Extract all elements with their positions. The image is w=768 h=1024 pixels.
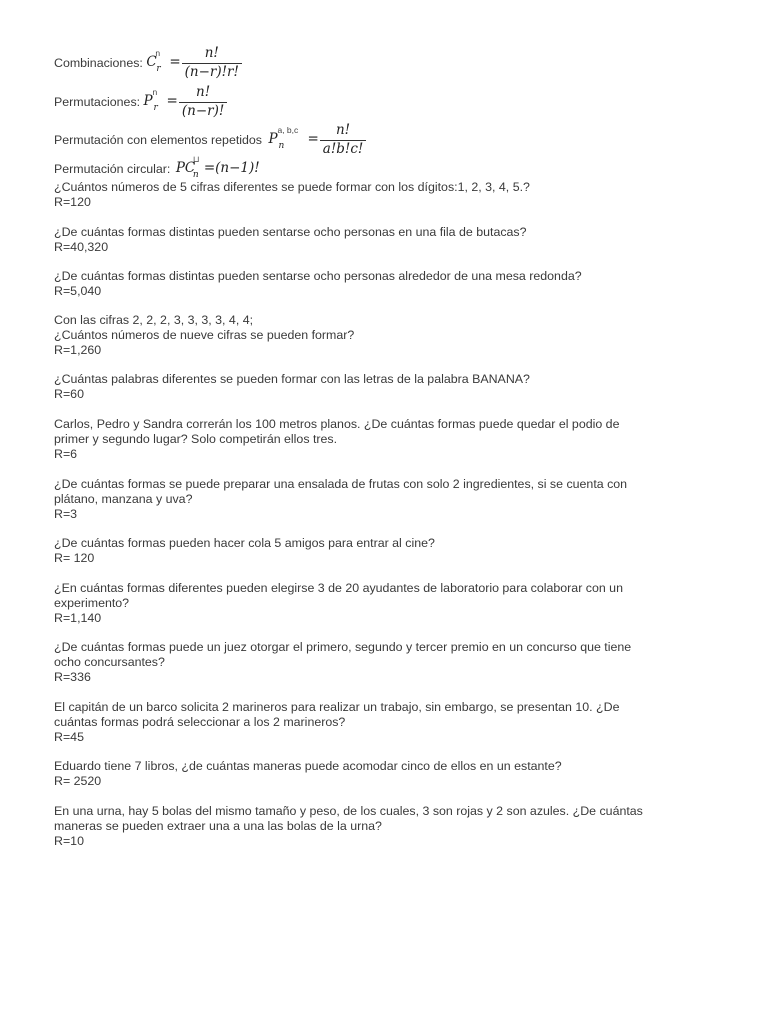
formula-eq: = xyxy=(169,54,181,71)
problem-question-line: ¿De cuántas formas puede un juez otorgar el primero, segundo y tercer premio en un concurso que tiene xyxy=(54,640,632,654)
problem-question-line: Carlos, Pedro y Sandra correrán los 100 metros planos. ¿De cuántas formas puede quedar el podio de xyxy=(54,417,620,431)
problem-block xyxy=(54,372,654,402)
problem-question-line: En una urna, hay 5 bolas del mismo tamaño y peso, de los cuales, 3 son rojas y 2 son azules. ¿De cuántas xyxy=(54,804,643,818)
problem-answer: R=5,040 xyxy=(54,284,102,298)
formula-sub: r xyxy=(156,64,161,74)
formula-eq: = xyxy=(307,131,319,148)
problem-block xyxy=(54,804,654,849)
problem-question-line: ¿De cuántas formas distintas pueden sentarse ocho personas alrededor de una mesa redonda? xyxy=(54,269,582,283)
problem-question-line: Eduardo tiene 7 libros, ¿de cuántas maneras puede acomodar cinco de ellos en un estante? xyxy=(54,759,562,773)
problem-answer: R=1,140 xyxy=(54,611,102,625)
problem-answer: R=1,260 xyxy=(54,343,102,357)
problem-question-line: Con las cifras 2, 2, 2, 3, 3, 3, 3, 4, 4; xyxy=(54,313,254,327)
problem-answer: R=45 xyxy=(54,730,84,744)
problem-answer: R=120 xyxy=(54,195,91,209)
formula-rest: =(n−1)! xyxy=(203,160,260,177)
problem-answer: R=6 xyxy=(54,447,78,461)
problem-block xyxy=(54,225,654,255)
problem-question-line: cuántas formas podrá seleccionar a los 2 marineros? xyxy=(54,715,346,729)
formula-denominator: (n−r)! xyxy=(179,102,227,119)
problem-answer: R=10 xyxy=(54,834,84,848)
problem-block xyxy=(54,269,654,299)
formula-sup: a, b,c xyxy=(277,125,299,135)
formula-denominator: a!b!c! xyxy=(320,140,367,157)
problem-question-line: ¿Cuántos números de nueve cifras se pueden formar? xyxy=(54,328,355,342)
problem-answer: R=3 xyxy=(54,507,78,521)
problem-question-line: maneras se pueden extraer una a una las bolas de la urna? xyxy=(54,819,382,833)
formula-sup: n xyxy=(152,87,158,97)
formula-permutacion-circular xyxy=(54,154,260,180)
formula-sup: n xyxy=(155,48,161,58)
formula-denominator: (n−r)!r! xyxy=(182,63,242,80)
problem-question-line: experimento? xyxy=(54,596,130,610)
formula-label: Permutaciones: xyxy=(54,94,141,109)
problem-question-line: ¿En cuántas formas diferentes pueden elegirse 3 de 20 ayudantes de laboratorio para colaborar con un xyxy=(54,581,623,595)
formula-fraction xyxy=(179,86,227,118)
formula-symbol: C xyxy=(146,54,157,70)
formula-eq: = xyxy=(166,93,178,110)
problem-question-line: primer y segundo lugar? Solo competirán ellos tres. xyxy=(54,432,338,446)
problem-block xyxy=(54,180,654,210)
problem-question-line: ¿De cuántas formas pueden hacer cola 5 amigos para entrar al cine? xyxy=(54,536,435,550)
problem-answer: R=40,320 xyxy=(54,240,109,254)
formula-symbol: P xyxy=(143,93,153,109)
problem-answer: R=60 xyxy=(54,387,84,401)
formula-sub: n xyxy=(278,141,285,151)
problem-question-line: ¿Cuántas palabras diferentes se pueden formar con las letras de la palabra BANANA? xyxy=(54,372,530,386)
formula-permutacion-repetidos xyxy=(54,124,366,156)
problem-answer: R= 120 xyxy=(54,551,95,565)
formula-combinaciones xyxy=(54,47,242,79)
problem-question-line: ocho concursantes? xyxy=(54,655,165,669)
formula-numerator: n! xyxy=(204,45,219,61)
formula-fraction xyxy=(182,47,242,79)
problem-block xyxy=(54,759,654,789)
formula-sup: ⊔ xyxy=(192,154,200,164)
problem-answer: R=336 xyxy=(54,670,91,684)
problem-question-line: ¿De cuántas formas distintas pueden sentarse ocho personas en una fila de butacas? xyxy=(54,225,527,239)
formula-numerator: n! xyxy=(196,84,211,100)
formula-symbol: P xyxy=(268,131,278,147)
formula-numerator: n! xyxy=(335,122,351,138)
problem-block xyxy=(54,700,654,745)
problem-block xyxy=(54,477,654,522)
problem-answer: R= 2520 xyxy=(54,774,102,788)
formula-symbol: PC xyxy=(175,160,196,176)
formula-label: Combinaciones: xyxy=(54,55,143,70)
problem-block xyxy=(54,581,654,626)
formula-fraction xyxy=(320,124,367,156)
problem-question-line: plátano, manzana y uva? xyxy=(54,492,193,506)
problem-block xyxy=(54,640,654,685)
problem-block xyxy=(54,417,654,462)
problem-question-line: El capitán de un barco solicita 2 marineros para realizar un trabajo, sin embargo, se presentan 10. ¿De xyxy=(54,700,620,714)
formula-label: Permutación circular: xyxy=(54,161,171,176)
problem-question-line: ¿De cuántas formas se puede preparar una ensalada de frutas con solo 2 ingredientes, si se cuenta con xyxy=(54,477,628,491)
problem-block xyxy=(54,536,654,566)
formula-permutaciones xyxy=(54,86,227,118)
formula-sub: n xyxy=(192,170,199,180)
problem-question-line: ¿Cuántos números de 5 cifras diferentes se puede formar con los dígitos:1, 2, 3, 4, 5.? xyxy=(54,180,530,194)
formula-label: Permutación con elementos repetidos xyxy=(54,132,263,147)
formula-sub: r xyxy=(153,103,158,113)
problem-block xyxy=(54,313,654,358)
